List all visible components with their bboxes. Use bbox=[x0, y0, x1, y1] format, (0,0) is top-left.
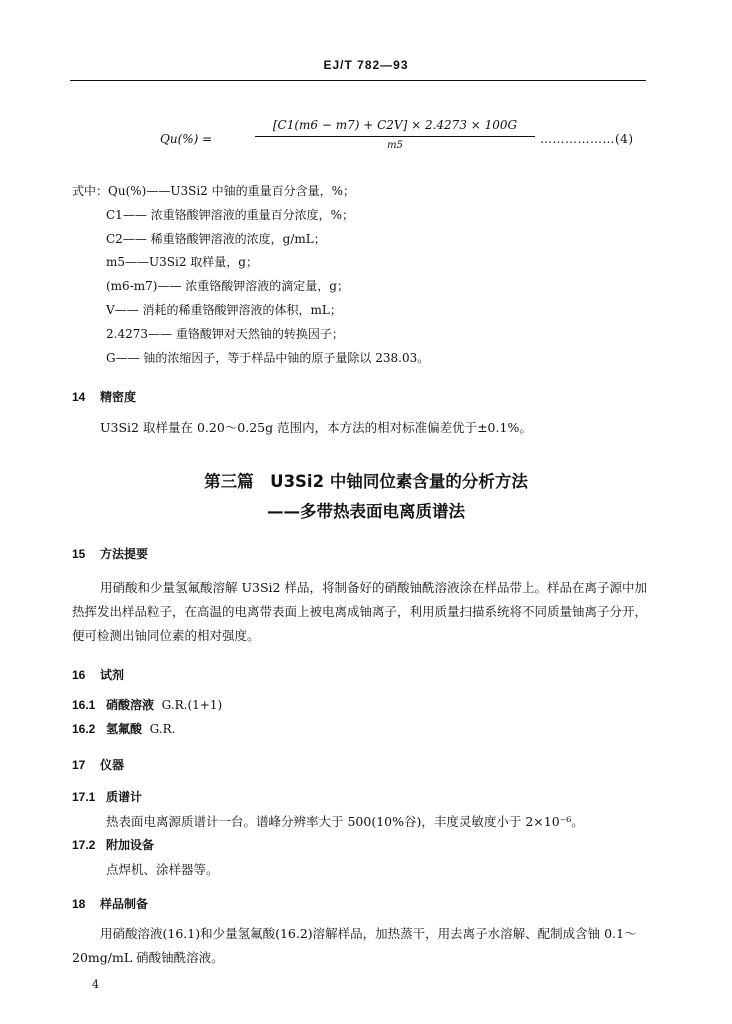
definition-item: C2—— 稀重铬酸钾溶液的浓度，g/mL； bbox=[106, 231, 326, 246]
section-15-text: 用硝酸和少量氢氟酸溶解 U3Si2 样品，将制备好的硝酸铀酰溶液涂在样品带上。样品在离子源中加热挥发出样品粒子，在高温的电离带表面上被电离成铀离子，利用质量扫描系统将不同质量铀离子分开，便可检测出铀同位素的相对强度。 bbox=[72, 580, 648, 643]
section-18-text: 用硝酸溶液(16.1)和少量氢氟酸(16.2)溶解样品，加热蒸干，用去离子水溶解、配制成含铀 0.1～20mg/mL 硝酸铀酰溶液。 bbox=[72, 926, 637, 965]
section-16-heading: 16 试剂 bbox=[72, 668, 125, 682]
formula-denominator: m5 bbox=[387, 140, 403, 151]
part-3-title-line1: 第三篇 U3Si2 中铀同位素含量的分析方法 bbox=[204, 472, 528, 491]
section-14-heading: 14 精密度 bbox=[72, 390, 137, 404]
part-3-title-line2: ——多带热表面电离质谱法 bbox=[267, 502, 465, 521]
standard-code: EJ/T 782—93 bbox=[323, 58, 409, 72]
definition-item: m5——U3Si2 取样量，g； bbox=[106, 255, 258, 270]
page-number: 4 bbox=[92, 978, 99, 991]
equation-number: ………………(4) bbox=[540, 132, 634, 146]
section-18-heading: 18 样品制备 bbox=[72, 897, 149, 911]
item-16-1: 16.1 硝酸溶液 G.R.(1+1) bbox=[72, 698, 223, 712]
definition-item: G—— 铀的浓缩因子，等于样品中铀的原子量除以 238.03。 bbox=[106, 350, 430, 365]
item-17-1-body: 热表面电离源质谱计一台。谱峰分辨率大于 500(10%谷)，丰度灵敏度小于 2×10⁻⁶。 bbox=[106, 814, 584, 829]
definition-item: (m6-m7)—— 浓重铬酸钾溶液的滴定量，g； bbox=[106, 279, 349, 294]
section-14-text: U3Si2 取样量在 0.20～0.25g 范围内，本方法的相对标准偏差优于±0.1%。 bbox=[100, 420, 532, 435]
definition-item: 2.4273—— 重铬酸钾对天然铀的转换因子； bbox=[106, 326, 344, 341]
formula-lhs: Qu(%) = bbox=[160, 132, 213, 146]
item-16-2: 16.2 氢氟酸 G.R. bbox=[72, 722, 176, 736]
definition-item: V—— 消耗的稀重铬酸钾溶液的体积，mL； bbox=[106, 302, 342, 317]
header-rule bbox=[70, 80, 646, 81]
formula-4 bbox=[160, 112, 660, 162]
definition-item: C1—— 浓重铬酸钾溶液的重量百分浓度，%； bbox=[106, 207, 355, 222]
definition-item: 式中：Qu(%)——U3Si2 中铀的重量百分含量，%； bbox=[72, 184, 356, 198]
formula-numerator: [C1(m6 − m7) + C2V] × 2.4273 × 100G bbox=[272, 118, 518, 132]
item-17-2-body: 点焊机、涂样器等。 bbox=[106, 862, 219, 877]
section-17-heading: 17 仪器 bbox=[72, 758, 125, 772]
definitions-list bbox=[72, 180, 429, 370]
section-15-heading: 15 方法提要 bbox=[72, 547, 149, 561]
fraction-bar bbox=[255, 136, 535, 137]
item-17-2: 17.2 附加设备 bbox=[72, 838, 155, 852]
item-17-1: 17.1 质谱计 bbox=[72, 790, 143, 804]
